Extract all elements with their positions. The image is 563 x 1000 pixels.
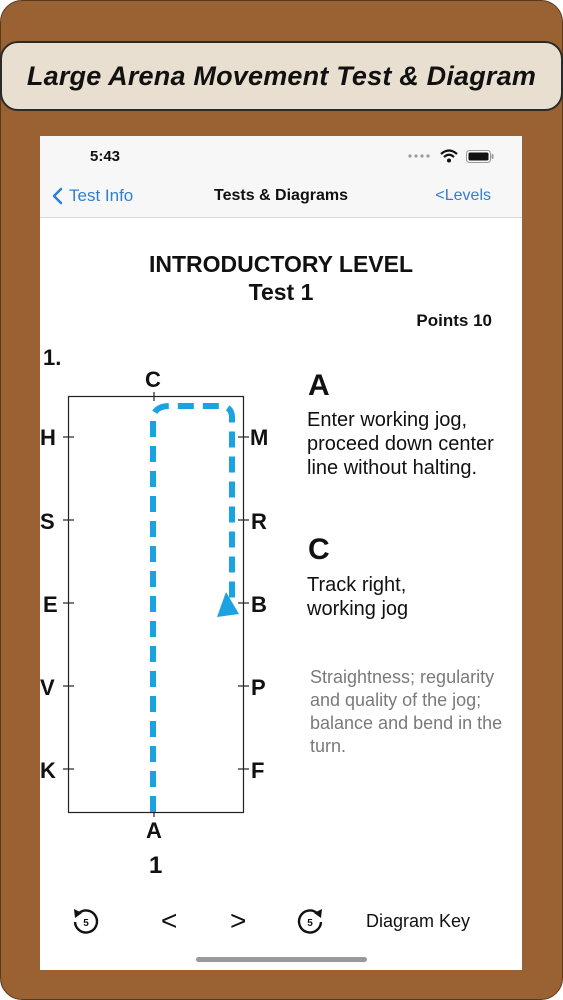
entry-marker: 1 [149, 852, 163, 879]
points-label: Points 10 [416, 311, 492, 330]
arena-letter-e: E [43, 592, 58, 617]
skip-forward-button[interactable] [294, 906, 326, 936]
arena-letter-f: F [251, 758, 265, 783]
movement-c-text: Track right, working jog [307, 574, 409, 620]
phone-screen [40, 136, 522, 970]
app-title-banner [0, 41, 563, 111]
path-arrow-icon [217, 592, 239, 617]
movement-a-letter: A [308, 369, 330, 402]
skip-back-label: 5 [83, 918, 89, 929]
bottom-toolbar [40, 906, 522, 956]
arena-letter-k: K [40, 758, 56, 783]
signal-dots-icon [408, 153, 432, 159]
levels-link[interactable]: <Levels [435, 187, 491, 204]
arena-letter-a: A [146, 818, 162, 843]
arena-letter-m: M [250, 425, 269, 450]
skip-back-5-icon [70, 907, 102, 935]
status-icons [408, 149, 494, 163]
previous-button[interactable]: < [161, 905, 178, 936]
diagram-key-button[interactable]: Diagram Key [366, 910, 471, 931]
arena-letter-h: H [40, 425, 56, 450]
battery-icon [466, 150, 494, 163]
movement-a-text: Enter working jog, proceed down center line without halting. [307, 409, 494, 479]
arena-letter-v: V [40, 675, 55, 700]
back-button-label: Test Info [69, 186, 134, 205]
status-bar [40, 136, 522, 176]
navigation-bar [40, 176, 522, 218]
test-heading: Test 1 [248, 279, 314, 305]
arena-letter-c: C [145, 367, 161, 392]
home-indicator [196, 957, 367, 962]
level-heading: INTRODUCTORY LEVEL [148, 251, 414, 277]
skip-back-button[interactable] [70, 906, 102, 936]
banner-title: Large Arena Movement Test & Diagram [26, 60, 537, 91]
status-time: 5:43 [90, 148, 121, 165]
arena-letter-b: B [251, 592, 267, 617]
next-button[interactable]: > [230, 905, 247, 936]
movement-c-letter: C [308, 533, 330, 566]
wifi-icon [440, 149, 458, 163]
arena-letter-p: P [251, 675, 266, 700]
arena-letter-s: S [40, 509, 55, 534]
skip-forward-label: 5 [307, 918, 313, 929]
arena-letter-r: R [251, 509, 267, 534]
movement-number: 1. [43, 345, 62, 370]
nav-title: Tests & Diagrams [214, 187, 348, 204]
skip-forward-5-icon [294, 907, 326, 935]
criteria-text: Straightness; regularity and quality of the jog; balance and bend in the turn. [310, 667, 503, 756]
arena-diagram [40, 366, 280, 826]
